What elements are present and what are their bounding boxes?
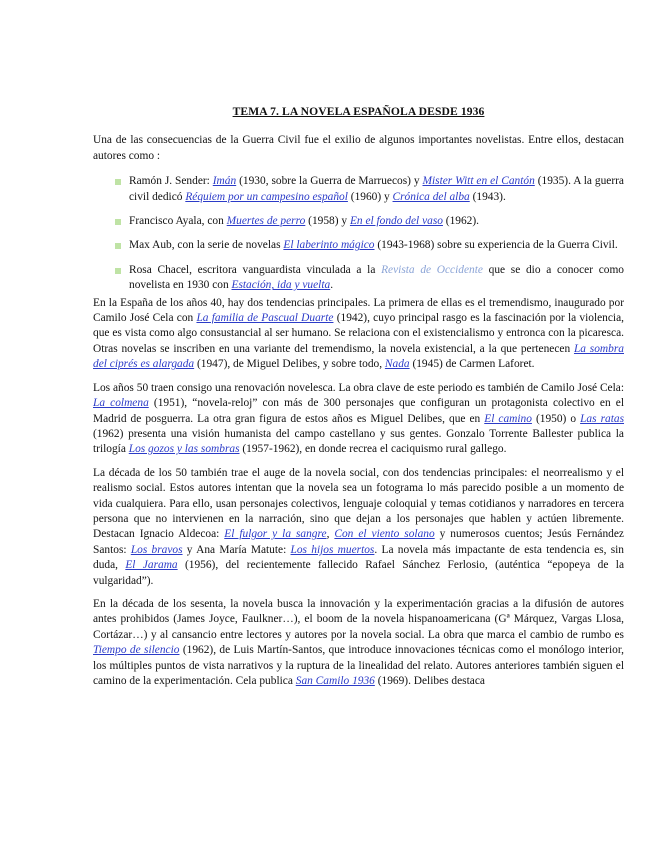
- work-link[interactable]: La colmena: [93, 397, 149, 410]
- work-link[interactable]: Crónica del alba: [392, 190, 470, 203]
- list-item-sender: Ramón J. Sender: Imán (1930, sobre la Guerra de Marruecos) y Mister Witt en el Cantón (1935). A la guerra civil dedicó Réquiem por un campesino español (1960) y Crónica del alba (1943).: [93, 174, 624, 205]
- paragraph-60s: En la década de los sesenta, la novela busca la innovación y la experimentación gracias a la difusión de autores antes prohibidos (James Joyce, Faulkner…), el boom de la novela hispanoamericana (Gª Márquez, Vargas Llosa, Cortázar…) y al cansancio entre lectores y autores por la novela social. La obra que marca el cambio de rumbo es Tiempo de silencio (1962), de Luis Martín-Santos, que introduce innovaciones técnicas como el monólogo interior, los múltiples puntos de vista narrativos y la ruptura de la linealidad del relato. Autores anteriores también siguen el camino de la experimentación. Cela publica San Camilo 1936 (1969). Delibes destaca: [93, 597, 625, 687]
- document-title: TEMA 7. LA NOVELA ESPAÑOLA DESDE 1936: [232, 105, 485, 118]
- list-item-aub: Max Aub, con la serie de novelas El laberinto mágico (1943-1968) sobre su experiencia de la Guerra Civil.: [93, 238, 624, 253]
- work-link[interactable]: El fulgor y la sangre: [224, 528, 327, 541]
- work-link[interactable]: Nada: [384, 358, 410, 371]
- paragraph-social-novel: La década de los 50 también trae el auge de la novela social, con dos tendencias principales: el neorrealismo y el realismo social. Estos autores intentan que la novela sea un fotograma lo más parecido posible a un momento de vida cualquiera. Para ello, usan personajes colectivos, lenguaje coloquial y temas cotidianos y narradores en tercera persona que no intervienen en la narración, sino que dejan a los personajes que hablen y actúen libremente. Destacan Ignacio Aldecoa: El fulgor y la sangre, Con el viento solano y numerosos cuentos; Jesús Fernández Santos: Los bravos y Ana María Matute: Los hijos muertos. La novela más impactante de esta tendencia es, sin duda, El Jarama (1956), del recientemente fallecido Rafael Sánchez Ferlosio, (auténtica “epopeya de la vulgaridad”).: [93, 466, 625, 587]
- exiled-authors-list: [93, 174, 624, 293]
- magazine-name: Revista de Occidente: [381, 263, 483, 276]
- work-link[interactable]: Mister Witt en el Cantón: [422, 175, 535, 188]
- work-link[interactable]: La familia de Pascual Duarte: [196, 312, 334, 325]
- paragraph-40s: En la España de los años 40, hay dos tendencias principales. La primera de ellas es el tremendismo, inaugurado por Camilo José Cela con La familia de Pascual Duarte (1942), cuyo principal rasgo es la fascinación por la violencia, que es vista como algo consustancial al ser humano. Se relaciona con el existencialismo y entronca con la picaresca. Otras novelas se inscriben en una variante del tremendismo, la novela existencial, a la que pertenecen La sombra del ciprés es alargada (1947), de Miguel Delibes, y sobre todo, Nada (1945) de Carmen Laforet.: [93, 296, 624, 371]
- work-link[interactable]: Las ratas: [580, 412, 625, 425]
- list-item-ayala: Francisco Ayala, con Muertes de perro (1958) y En el fondo del vaso (1962).: [93, 214, 624, 229]
- paragraph-50s: Los años 50 traen consigo una renovación novelesca. La obra clave de este periodo es también de Camilo José Cela: La colmena (1951), “novela-reloj” con más de 300 personajes que configuran un protagonista colectivo en el Madrid de posguerra. La otra gran figura de estos años es Miguel Delibes, que en El camino (1950) o Las ratas (1962) presenta una visión humanista del campo castellano y sus gentes. Gonzalo Torrente Ballester publica la trilogía Los gozos y las sombras (1957-1962), en donde recrea el caciquismo rural gallego.: [93, 381, 625, 456]
- work-link[interactable]: Los hijos muertos: [290, 543, 375, 556]
- work-link[interactable]: Imán: [212, 175, 237, 188]
- list-item-chacel: Rosa Chacel, escritora vanguardista vinculada a la Revista de Occidente que se dio a conocer como novelista en 1930 con Estación, ida y vuelta.: [93, 263, 624, 294]
- work-link[interactable]: Los gozos y las sombras: [128, 443, 240, 456]
- intro-paragraph: [93, 133, 624, 164]
- bullet-icon: [115, 179, 121, 185]
- work-link[interactable]: El Jarama: [125, 559, 178, 572]
- work-link[interactable]: Estación, ida y vuelta: [231, 279, 331, 292]
- document-page: [93, 104, 624, 697]
- bullet-icon: [115, 243, 121, 249]
- bullet-icon: [115, 268, 121, 274]
- work-link[interactable]: Muertes de perro: [226, 215, 306, 228]
- work-link[interactable]: Réquiem por un campesino español: [185, 190, 348, 203]
- work-link[interactable]: En el fondo del vaso: [349, 215, 443, 228]
- bullet-icon: [115, 219, 121, 225]
- work-link[interactable]: El camino: [484, 412, 532, 425]
- intro-text: Una de las consecuencias de la Guerra Civil fue el exilio de algunos importantes novelistas. Entre ellos, destacan autores como :: [93, 134, 624, 162]
- work-link[interactable]: La sombra del ciprés es alargada: [93, 342, 624, 371]
- work-link[interactable]: Con el viento solano: [334, 528, 435, 541]
- work-link[interactable]: Tiempo de silencio: [93, 644, 180, 657]
- work-link[interactable]: San Camilo 1936: [295, 675, 375, 687]
- work-link[interactable]: El laberinto mágico: [283, 239, 375, 252]
- work-link[interactable]: Los bravos: [130, 543, 183, 556]
